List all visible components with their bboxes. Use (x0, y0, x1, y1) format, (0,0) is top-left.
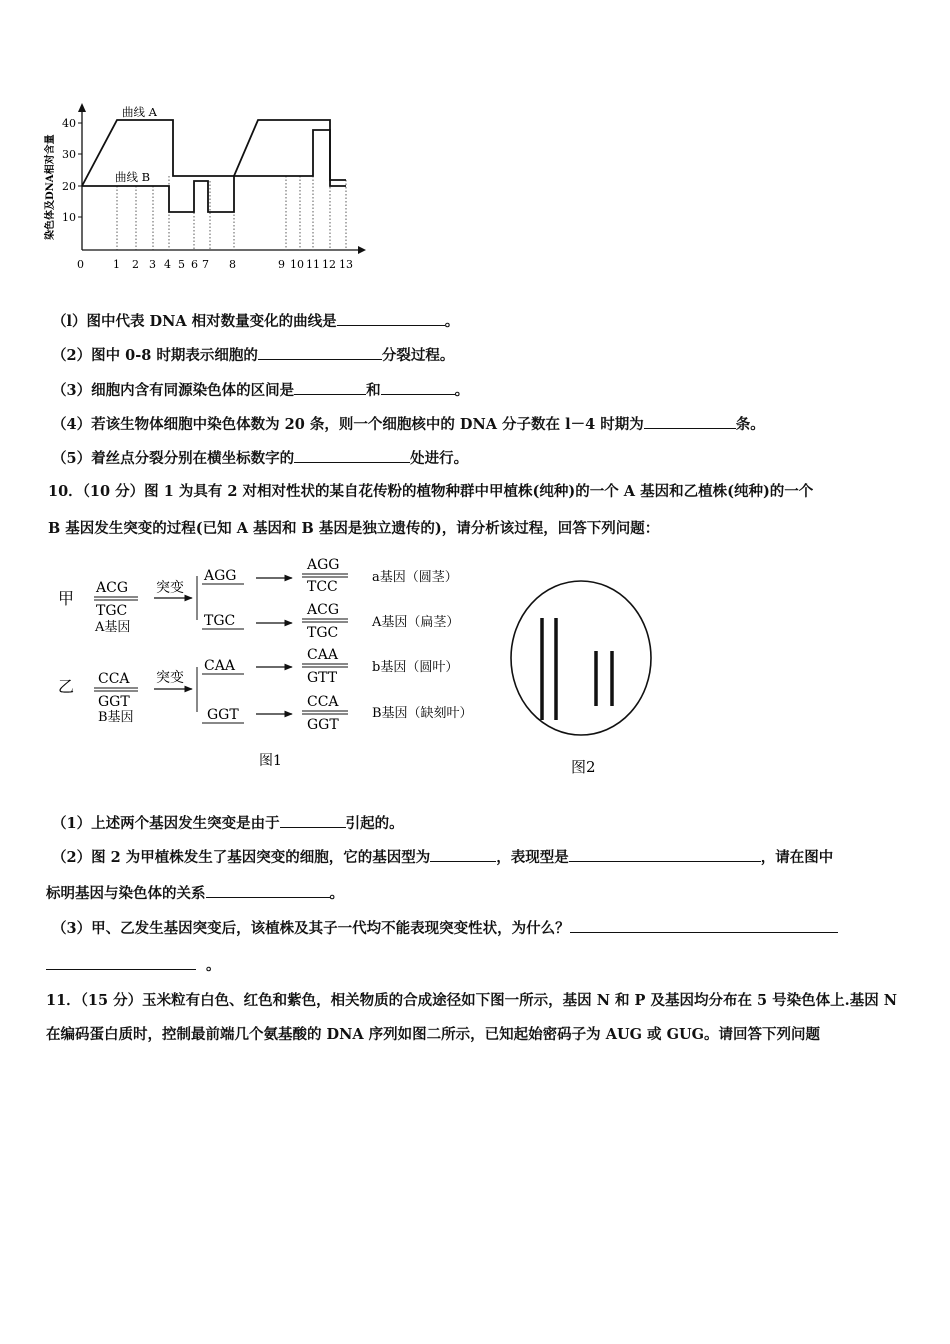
x-tick-6: 6 (191, 258, 198, 271)
r4-gene-label: B基因（缺刻叶） (372, 706, 473, 721)
y-tick-30: 30 (62, 148, 76, 161)
figure-1-mutation-diagram (52, 552, 502, 772)
x-tick-2: 2 (132, 258, 139, 271)
answer-blank[interactable] (644, 414, 736, 429)
x-tick-7: 7 (202, 258, 209, 271)
r2-bottom-strand: TGC (307, 625, 339, 641)
r4-single-strand: GGT (207, 707, 239, 723)
r1-top-strand: AGG (307, 557, 340, 573)
yi-mutation-label: 突变 (156, 670, 184, 686)
figure-2-cell (505, 578, 665, 778)
x-tick-13: 13 (339, 258, 353, 271)
y-tick-10: 10 (62, 211, 76, 224)
q10-intro-line1: 10．（10 分）图 1 为具有 2 对相对性状的某自花传粉的植物种群中甲植株(纯种)的一个 A 基因和乙植株(纯种)的一个 (48, 483, 814, 500)
q10-intro-line2: B 基因发生突变的过程(已知 A 基因和 B 基因是独立遗传的)，请分析该过程，回答下列问题： (48, 520, 660, 537)
figure-1-caption: 图1 (259, 753, 282, 769)
q10-part2: （2）图 2 为甲植株发生了基因突变的细胞，它的基因型为 ，表现型是 ，请在图中 (52, 849, 834, 866)
y-tick-40: 40 (62, 117, 76, 130)
jia-top-strand: ACG (96, 580, 129, 596)
r2-top-strand: ACG (307, 602, 340, 618)
cell-outline (511, 581, 651, 735)
label-yi: 乙 (58, 677, 75, 696)
answer-blank[interactable] (430, 847, 496, 862)
x-tick-9: 9 (278, 258, 285, 271)
r3-bottom-strand: GTT (307, 670, 338, 686)
jia-gene-label: A基因 (95, 620, 131, 635)
q9-part3: （3）细胞内含有同源染色体的区间是 和 。 (52, 382, 470, 399)
jia-bottom-strand: TGC (96, 603, 128, 619)
q9-part5: （5）着丝点分裂分别在横坐标数字的 处进行。 (52, 450, 469, 467)
q9-part4: （4）若该生物体细胞中染色体数为 20 条，则一个细胞核中的 DNA 分子数在 l－4 时期为 条。 (52, 416, 765, 433)
x-tick-4: 4 (164, 258, 171, 271)
r2-single-strand: TGC (204, 613, 236, 629)
answer-blank[interactable] (258, 345, 382, 360)
y-axis-label: 染色体及DNA相对含量 (45, 134, 56, 240)
yi-bottom-strand: GGT (98, 694, 130, 710)
q10-part3: （3）甲、乙发生基因突变后，该植株及其子一代均不能表现突变性状，为什么？ (52, 918, 838, 939)
q9-part1: （l）图中代表 DNA 相对数量变化的曲线是 。 (52, 313, 460, 330)
y-tick-20: 20 (62, 180, 76, 193)
yi-top-strand: CCA (98, 671, 130, 687)
r4-bottom-strand: GGT (307, 717, 339, 733)
answer-blank[interactable] (294, 380, 366, 395)
answer-blank[interactable] (280, 813, 346, 828)
x-tick-8: 8 (229, 258, 236, 271)
x-tick-3: 3 (149, 258, 156, 271)
yi-gene-label: B基因 (98, 710, 134, 725)
answer-blank[interactable] (570, 918, 838, 933)
r1-gene-label: a基因（圆茎） (372, 570, 458, 585)
answer-blank[interactable] (294, 448, 410, 463)
answer-blank[interactable] (381, 380, 455, 395)
r3-gene-label: b基因（圆叶） (372, 660, 459, 675)
curve-b-label: 曲线 B (115, 170, 151, 184)
figure-2-caption: 图2 (571, 758, 596, 776)
y-axis-arrow (78, 103, 86, 112)
q10-part1: （1）上述两个基因发生突变是由于 引起的。 (52, 815, 404, 832)
guide-lines (117, 176, 346, 250)
x-axis-arrow (358, 246, 366, 254)
r4-top-strand: CCA (307, 694, 339, 710)
answer-blank[interactable] (206, 883, 330, 898)
x-tick-12: 12 (322, 258, 336, 271)
r3-top-strand: CAA (307, 647, 338, 663)
jia-mutation-label: 突变 (156, 580, 184, 596)
curve-a-label: 曲线 A (122, 105, 157, 119)
answer-blank[interactable] (569, 847, 761, 862)
answer-blank[interactable] (46, 955, 196, 970)
answer-blank[interactable] (337, 311, 445, 326)
x-tick-1: 1 (113, 258, 120, 271)
q11-text: 11．（15 分）玉米粒有白色、红色和紫色，相关物质的合成途径如下图一所示，基因 N 和 P 及基因均分布在 5 号染色体上.基因 N 在编码蛋白质时，控制最前端几个氨基酸的 DNA 序列如图二所示，已知起始密码子为 AUG 或 GUG。请回答下列问题 (46, 992, 898, 1043)
label-jia: 甲 (58, 589, 75, 608)
x-tick-5: 5 (178, 258, 185, 271)
r1-bottom-strand: TCC (307, 579, 338, 595)
r1-single-strand: AGG (204, 568, 237, 584)
x-tick-11: 11 (306, 258, 320, 271)
chromosome-dna-graph (40, 100, 370, 280)
r3-single-strand: CAA (204, 658, 235, 674)
q9-part2: （2）图中 0-8 时期表示细胞的 分裂过程。 (52, 347, 455, 364)
q10-part3-cont: 。 (46, 955, 221, 976)
x-tick-10: 10 (290, 258, 304, 271)
x-tick-0: 0 (77, 258, 84, 271)
q10-part2-cont: 标明基因与染色体的关系 。 (46, 885, 344, 902)
r2-gene-label: A基因（扁茎） (372, 615, 460, 630)
